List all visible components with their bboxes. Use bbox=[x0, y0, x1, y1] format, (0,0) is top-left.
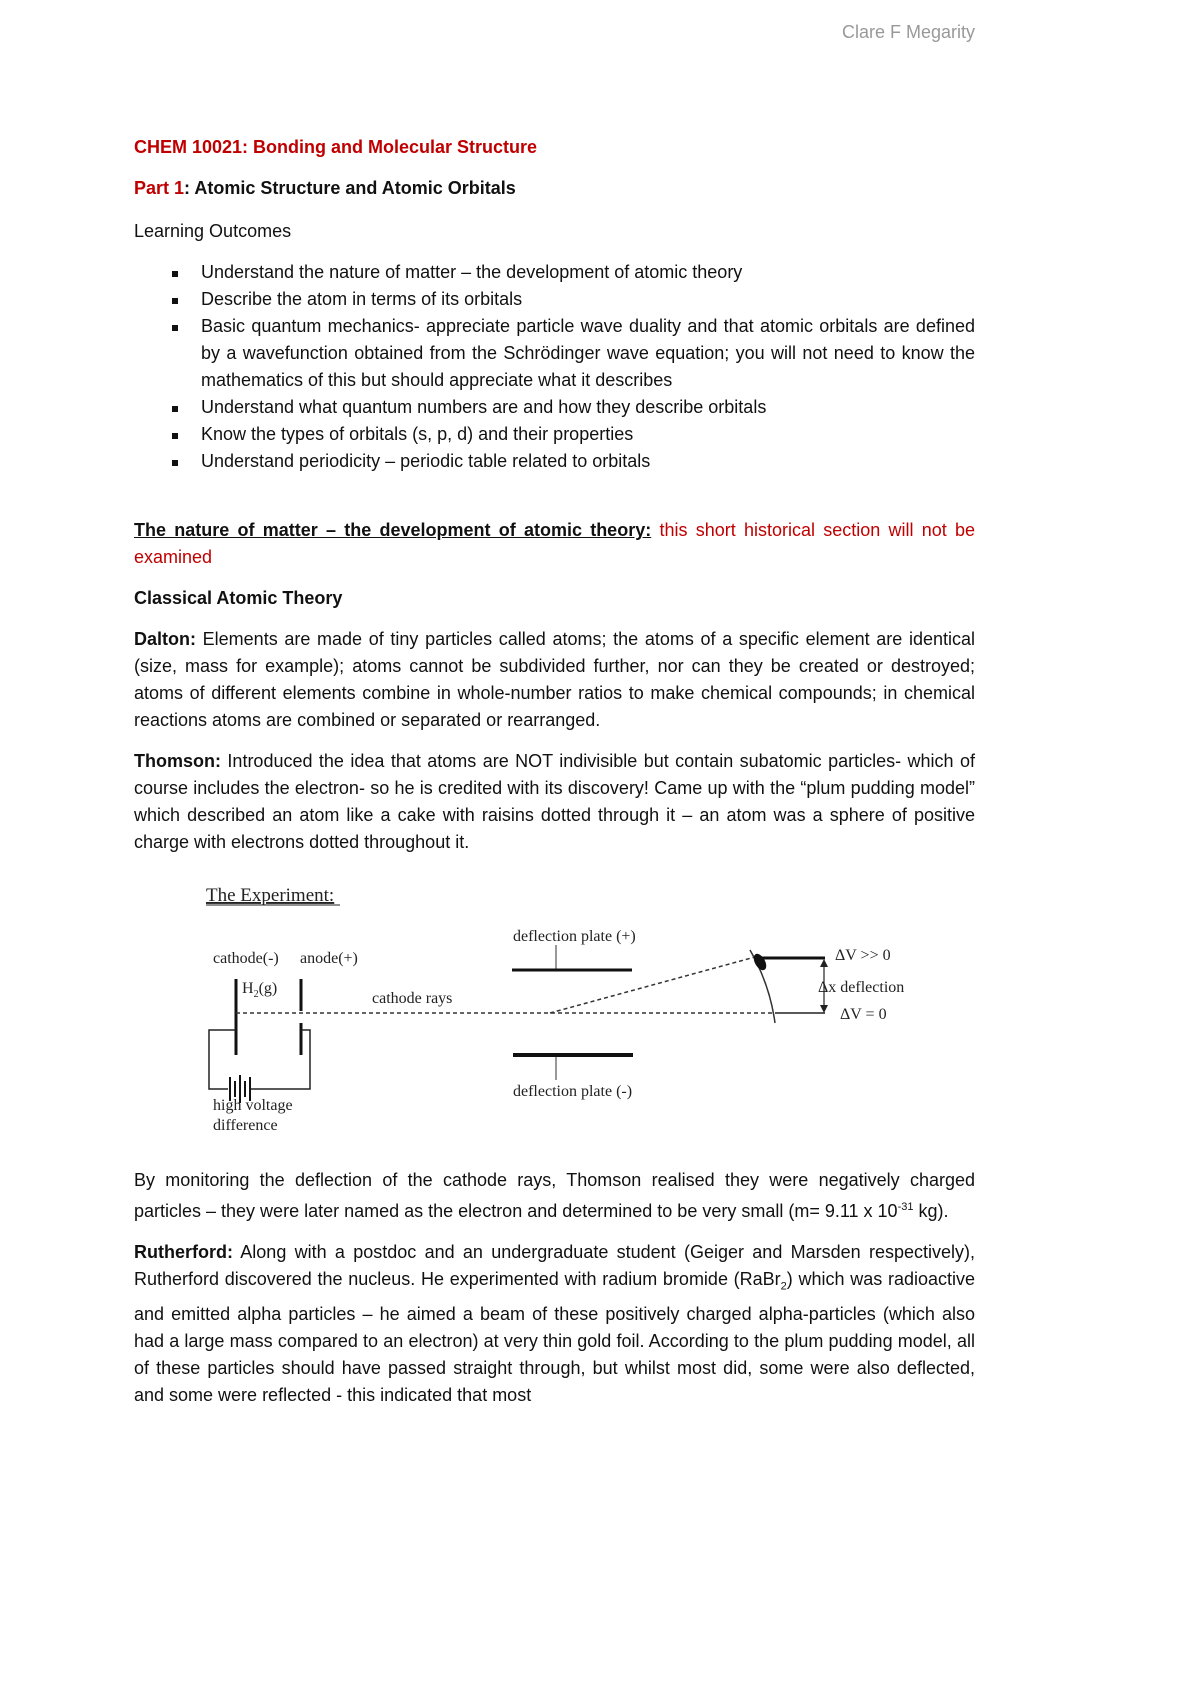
part-title: : Atomic Structure and Atomic Orbitals bbox=[184, 178, 516, 198]
section-note: this short historical section will not be examined bbox=[134, 520, 975, 567]
cathode-rays-label: cathode rays bbox=[372, 990, 453, 1007]
dv-high-label: ΔV >> 0 bbox=[835, 947, 891, 964]
monitoring-paragraph bbox=[134, 1167, 975, 1225]
dalton-name: Dalton: bbox=[134, 629, 196, 649]
part-heading bbox=[134, 175, 975, 202]
dalton-text: Elements are made of tiny particles called atoms; the atoms of a specific element are identical (size, mass for example); atoms cannot be subdivided further, nor can they be created or destroyed; atoms of different elements combine in whole-number ratios to make chemical compounds; in chemical reactions atoms are combined or separated or rearranged. bbox=[134, 629, 975, 730]
rutherford-text-2: ) which was radioactive and emitted alpha particles – he aimed a beam of these positively charged alpha-particles (which also had a large mass compared to an electron) at very thin gold foil. According to the plum pudding model, all of these particles should have passed straight through, but whilst most did, some were also deflected, and some were reflected - this indicated that most bbox=[134, 1269, 975, 1405]
rutherford-paragraph bbox=[134, 1239, 975, 1409]
subheading: Classical Atomic Theory bbox=[134, 588, 343, 608]
thomson-paragraph bbox=[134, 748, 975, 856]
monitoring-end: kg). bbox=[913, 1201, 949, 1221]
thomson-name: Thomson: bbox=[134, 751, 221, 771]
list-item: Understand periodicity – periodic table related to orbitals bbox=[134, 448, 975, 475]
body-text bbox=[134, 517, 975, 870]
thomson-text: Introduced the idea that atoms are NOT indivisible but contain subatomic particles- which of course includes the electron- so he is credited with its discovery! Came up with the “plum pudding model” which described an atom like a cake with raisins dotted through it – an atom was a sphere of positive charge with electrons dotted throughout it. bbox=[134, 751, 975, 852]
gas-label: $H_2(g)$ bbox=[242, 980, 278, 1000]
list-item: Describe the atom in terms of its orbitals bbox=[134, 286, 975, 313]
circuit-wire bbox=[209, 1030, 236, 1089]
dv-zero-label: ΔV = 0 bbox=[840, 1006, 887, 1023]
monitoring-text: By monitoring the deflection of the cathode rays, Thomson realised they were negatively charged particles – they were later named as the electron and determined to be very small (m= 9.11 x 10 bbox=[134, 1170, 975, 1221]
rutherford-text: Along with a postdoc and an undergraduate student (Geiger and Marsden respectively), Rutherford discovered the nucleus. He experimented with radium bromide (RaBr bbox=[134, 1242, 975, 1289]
document-title: CHEM 10021: Bonding and Molecular Structure bbox=[134, 137, 538, 157]
section-heading: The nature of matter – the development of atomic theory: bbox=[134, 520, 652, 540]
dalton-paragraph bbox=[134, 626, 975, 734]
anode-label: anode(+) bbox=[300, 950, 358, 967]
high-voltage-label-2: difference bbox=[213, 1117, 278, 1134]
diagram-title: The Experiment: bbox=[206, 885, 335, 906]
list-item: Understand the nature of matter – the development of atomic theory bbox=[134, 259, 975, 286]
subscript: 2 bbox=[780, 1280, 787, 1293]
list-item: Basic quantum mechanics- appreciate particle wave duality and that atomic orbitals are defined by a wavefunction obtained from the Schrödinger wave equation; you will not need to know the mathematics of this but should appreciate what it describes bbox=[134, 313, 975, 394]
cathode-ray-diagram bbox=[200, 875, 1060, 1145]
plate-pos-label: deflection plate (+) bbox=[513, 928, 636, 945]
dx-label: Δx deflection bbox=[818, 979, 905, 996]
cathode-label: cathode(-) bbox=[213, 950, 279, 967]
outcomes-list bbox=[134, 259, 975, 475]
plate-neg-label: deflection plate (-) bbox=[513, 1083, 633, 1100]
outcomes-heading: Learning Outcomes bbox=[134, 221, 292, 241]
rutherford-name: Rutherford: bbox=[134, 1242, 233, 1262]
list-item: Understand what quantum numbers are and how they describe orbitals bbox=[134, 394, 975, 421]
list-item: Know the types of orbitals (s, p, d) and their properties bbox=[134, 421, 975, 448]
part-label: Part 1 bbox=[134, 178, 185, 198]
deflected-ray-path bbox=[550, 957, 755, 1013]
header-author: Clare F Megarity bbox=[841, 22, 975, 42]
exponent: -31 bbox=[897, 1201, 914, 1213]
body-text-2 bbox=[134, 1167, 975, 1423]
high-voltage-label: high voltage bbox=[213, 1097, 293, 1114]
